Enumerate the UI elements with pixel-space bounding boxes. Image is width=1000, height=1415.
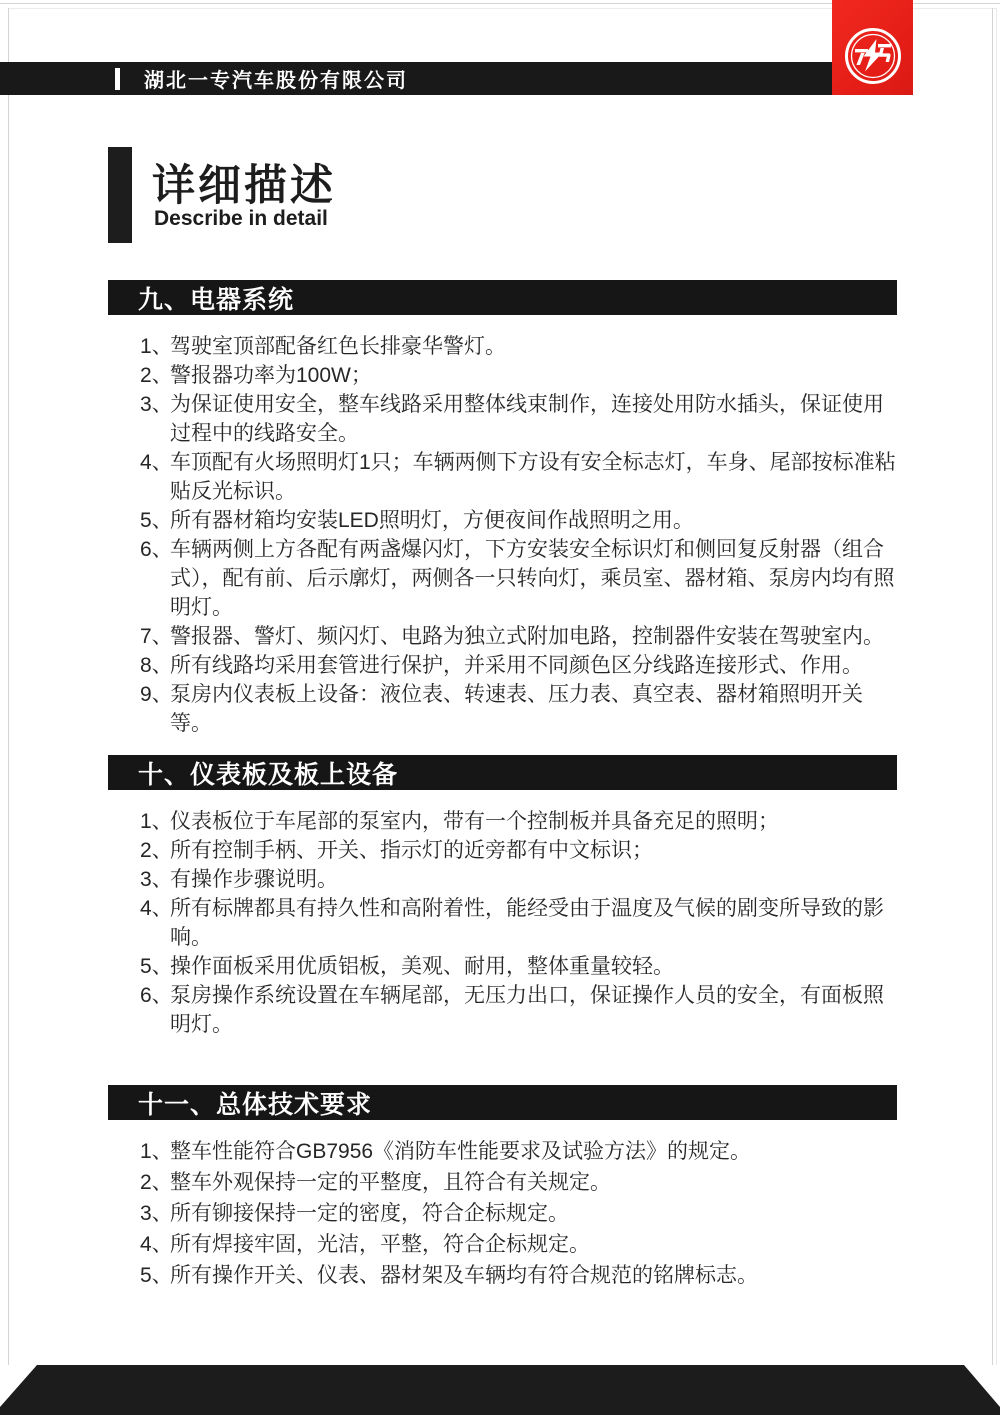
list-item-text: 所有铆接保持一定的密度，符合企标规定。 bbox=[170, 1202, 569, 1225]
list-item-text: 驾驶室顶部配备红色长排豪华警灯。 bbox=[170, 335, 506, 358]
page-border-right-outer bbox=[996, 8, 997, 1365]
list-item-text: 所有标牌都具有持久性和高附着性，能经受由于温度及气候的剧变所导致的影响。 bbox=[170, 897, 884, 949]
list-item bbox=[140, 535, 897, 622]
list-item-text: 有操作步骤说明。 bbox=[170, 868, 338, 891]
page-subtitle: Describe in detail bbox=[154, 207, 328, 230]
footer-bar bbox=[0, 1365, 1000, 1415]
list-item-text: 车顶配有火场照明灯1只；车辆两侧下方设有安全标志灯，车身、尾部按标准粘贴反光标识。 bbox=[170, 451, 896, 503]
list-item-text: 整车外观保持一定的平整度，且符合有关规定。 bbox=[170, 1171, 611, 1194]
list-item-text: 仪表板位于车尾部的泵室内，带有一个控制板并具备充足的照明； bbox=[170, 810, 779, 833]
list-item-number: 2、 bbox=[140, 1171, 173, 1194]
header-bar bbox=[0, 62, 913, 95]
list-item bbox=[140, 448, 897, 506]
section-heading-bar bbox=[108, 1085, 897, 1120]
list-item-number: 7、 bbox=[140, 625, 173, 648]
list-item-text: 所有操作开关、仪表、器材架及车辆均有符合规范的铭牌标志。 bbox=[170, 1264, 758, 1287]
list-item-number: 9、 bbox=[140, 683, 173, 706]
list-item-text: 所有控制手柄、开关、指示灯的近旁都有中文标识； bbox=[170, 839, 653, 862]
list-item-text: 警报器、警灯、频闪灯、电路为独立式附加电路，控制器件安装在驾驶室内。 bbox=[170, 625, 884, 648]
list-item bbox=[140, 1137, 897, 1166]
list-item bbox=[140, 836, 897, 865]
list-item bbox=[140, 1261, 897, 1290]
title-accent-bar bbox=[108, 147, 132, 243]
page-border-left bbox=[8, 8, 9, 1365]
list-item-text: 所有线路均采用套管进行保护，并采用不同颜色区分线路连接形式、作用。 bbox=[170, 654, 863, 677]
list-item-number: 1、 bbox=[140, 1140, 173, 1163]
list-item-number: 6、 bbox=[140, 538, 173, 561]
list-item-number: 3、 bbox=[140, 1202, 173, 1225]
section-1 bbox=[108, 280, 897, 738]
list-item-number: 8、 bbox=[140, 654, 173, 677]
list-item bbox=[140, 651, 897, 680]
list-item bbox=[140, 390, 897, 448]
list-item-text: 整车性能符合GB7956《消防车性能要求及试验方法》的规定。 bbox=[170, 1140, 752, 1163]
section-heading: 十一、总体技术要求 bbox=[138, 1090, 373, 1119]
list-item bbox=[140, 865, 897, 894]
list-item bbox=[140, 506, 897, 535]
section-heading-bar bbox=[108, 280, 897, 315]
brand-logo-box bbox=[832, 0, 913, 95]
list-item-number: 1、 bbox=[140, 335, 173, 358]
list-item-number: 5、 bbox=[140, 1264, 173, 1287]
list-item-number: 2、 bbox=[140, 364, 173, 387]
list-item-number: 5、 bbox=[140, 509, 173, 532]
yizhuan-brand-emblem-icon bbox=[842, 25, 904, 87]
list-item bbox=[140, 807, 897, 836]
list-item-text: 所有焊接牢固，光洁，平整，符合企标规定。 bbox=[170, 1233, 590, 1256]
section-list bbox=[108, 332, 897, 738]
list-item-text: 警报器功率为100W； bbox=[170, 364, 372, 387]
list-item-text: 泵房操作系统设置在车辆尾部，无压力出口，保证操作人员的安全，有面板照明灯。 bbox=[170, 984, 884, 1036]
section-2 bbox=[108, 755, 897, 1039]
page-title: 详细描述 bbox=[152, 162, 336, 210]
list-item bbox=[140, 1230, 897, 1259]
header-tick-mark bbox=[115, 68, 120, 90]
section-3 bbox=[108, 1085, 897, 1292]
list-item bbox=[140, 680, 897, 738]
section-heading: 九、电器系统 bbox=[138, 285, 295, 314]
list-item-number: 2、 bbox=[140, 839, 173, 862]
list-item-text: 所有器材箱均安装LED照明灯，方便夜间作战照明之用。 bbox=[170, 509, 694, 532]
list-item-number: 1、 bbox=[140, 810, 173, 833]
list-item-number: 3、 bbox=[140, 393, 173, 416]
list-item bbox=[140, 1199, 897, 1228]
page-border-right bbox=[992, 8, 993, 1365]
list-item bbox=[140, 952, 897, 981]
list-item-text: 为保证使用安全，整车线路采用整体线束制作，连接处用防水插头，保证使用过程中的线路安全。 bbox=[170, 393, 884, 445]
list-item bbox=[140, 361, 897, 390]
list-item bbox=[140, 1168, 897, 1197]
company-name: 湖北一专汽车股份有限公司 bbox=[144, 70, 408, 92]
list-item-number: 4、 bbox=[140, 897, 173, 920]
list-item-number: 6、 bbox=[140, 984, 173, 1007]
list-item-number: 5、 bbox=[140, 955, 173, 978]
list-item bbox=[140, 332, 897, 361]
list-item-number: 4、 bbox=[140, 1233, 173, 1256]
list-item bbox=[140, 894, 897, 952]
section-list bbox=[108, 1137, 897, 1290]
list-item bbox=[140, 622, 897, 651]
list-item-number: 3、 bbox=[140, 868, 173, 891]
list-item-text: 车辆两侧上方各配有两盏爆闪灯，下方安装安全标识灯和侧回复反射器（组合式），配有前、后示廓灯，两侧各一只转向灯，乘员室、器材箱、泵房内均有照明灯。 bbox=[170, 538, 895, 619]
list-item-number: 4、 bbox=[140, 451, 173, 474]
section-heading: 十、仪表板及板上设备 bbox=[138, 760, 399, 789]
list-item-text: 泵房内仪表板上设备：液位表、转速表、压力表、真空表、器材箱照明开关等。 bbox=[170, 683, 863, 735]
list-item bbox=[140, 981, 897, 1039]
section-list bbox=[108, 807, 897, 1039]
list-item-text: 操作面板采用优质铝板，美观、耐用，整体重量较轻。 bbox=[170, 955, 674, 978]
section-heading-bar bbox=[108, 755, 897, 790]
